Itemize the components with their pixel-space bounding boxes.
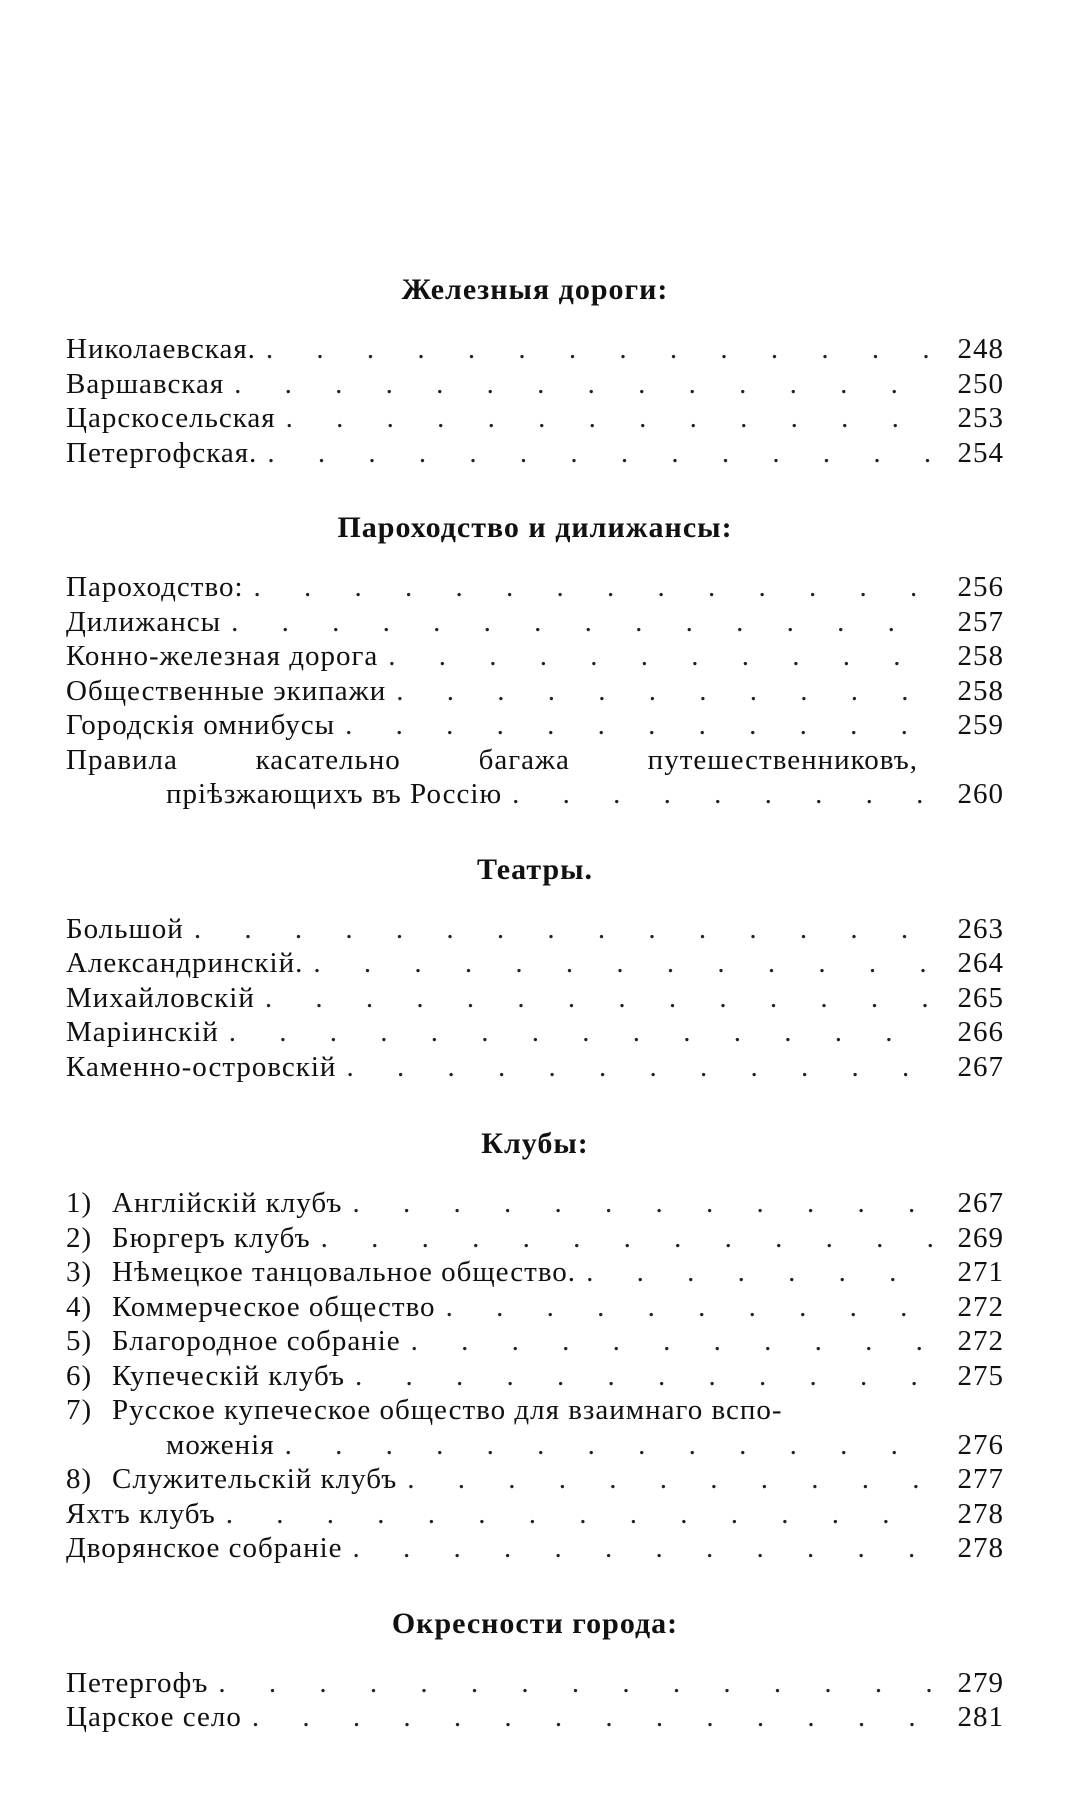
entry-page: 278 <box>957 1497 1004 1530</box>
entry-page: 260 <box>957 778 1004 810</box>
entry-page: 254 <box>957 436 1004 469</box>
toc-entry <box>66 570 1004 605</box>
section-clubs <box>66 1126 1004 1566</box>
toc-entry <box>66 1700 1004 1735</box>
dot-leader <box>216 1497 932 1532</box>
entry-page: 272 <box>957 1290 1004 1323</box>
dot-leader <box>342 1186 932 1221</box>
entry-page: 265 <box>957 981 1004 1014</box>
dot-leader <box>345 1359 932 1394</box>
entry-label: Варшавская <box>66 367 225 400</box>
dot-leader <box>397 1462 932 1497</box>
section-theatres <box>66 852 1004 1085</box>
entry-label: Александринскій. <box>66 947 304 979</box>
toc-entry <box>66 1462 1004 1497</box>
section-title: Клубы: <box>481 1127 589 1160</box>
entry-label-continuation: моженія <box>166 1428 275 1461</box>
dot-leader <box>242 1700 932 1735</box>
toc-entry <box>66 332 1004 367</box>
section-title: Железныя дороги: <box>401 273 669 306</box>
dot-leader <box>275 1428 932 1463</box>
entry-number: 8) <box>66 1463 93 1495</box>
dot-leader <box>311 1221 932 1256</box>
entry-page: 275 <box>957 1359 1004 1392</box>
entry-label: Конно-железная дорога <box>66 640 379 672</box>
toc-entry <box>66 1290 1004 1325</box>
toc-entry <box>66 1050 1004 1085</box>
entry-label: Дилижансы <box>66 605 222 638</box>
dot-leader <box>378 639 932 674</box>
entry-number: 2) <box>66 1221 93 1254</box>
entry-page: 258 <box>957 640 1004 672</box>
section-title: Пароходство и дилижансы: <box>337 511 733 544</box>
entry-page: 264 <box>957 947 1004 979</box>
dot-leader <box>436 1290 932 1325</box>
dot-leader <box>502 777 932 812</box>
entry-label: Русское купеческое общество для взаимнаго вспо- <box>112 1394 783 1426</box>
dot-leader <box>256 332 932 367</box>
dot-leader <box>184 912 932 947</box>
entry-label: Петергофская. <box>66 436 258 469</box>
dot-leader <box>386 674 932 709</box>
dot-leader <box>208 1666 932 1701</box>
toc-entry <box>66 981 1004 1016</box>
entry-page: 278 <box>957 1532 1004 1564</box>
entry-label-continuation: пріѣзжающихъ въ Россію <box>166 778 503 810</box>
entry-label: Бюргеръ клубъ <box>112 1221 311 1254</box>
entry-label: Пароходство: <box>66 571 244 603</box>
toc-entry <box>66 912 1004 947</box>
toc-entry <box>66 1531 1004 1566</box>
toc-entry <box>66 1186 1004 1221</box>
entry-page: 271 <box>957 1256 1004 1288</box>
section-title: Театры. <box>476 852 594 886</box>
toc-entry <box>66 946 1004 981</box>
dot-leader <box>343 1531 932 1566</box>
dot-leader <box>219 1015 932 1050</box>
entry-number: 3) <box>66 1256 93 1288</box>
toc-entry <box>66 708 1004 743</box>
entry-label: Маріинскій <box>66 1016 219 1048</box>
section-title: Окресности города: <box>391 1606 679 1640</box>
toc-entry <box>66 436 1004 471</box>
toc-entry <box>66 1666 1004 1701</box>
dot-leader <box>336 1050 932 1085</box>
entry-label: Большой <box>66 912 184 945</box>
entry-label: Дворянское собраніе <box>66 1532 343 1564</box>
toc-entry <box>66 1324 1004 1359</box>
entry-page: 250 <box>957 367 1004 400</box>
section-environs <box>66 1606 1004 1735</box>
entry-number: 5) <box>66 1325 93 1357</box>
entry-page: 267 <box>957 1050 1004 1083</box>
entry-page: 267 <box>957 1187 1004 1219</box>
entry-number: 6) <box>66 1359 93 1392</box>
entry-label: Англійскій клубъ <box>112 1187 343 1219</box>
toc-entry <box>66 1015 1004 1050</box>
toc-entry <box>66 674 1004 709</box>
dot-leader <box>224 367 932 402</box>
entry-page: 281 <box>957 1701 1004 1733</box>
entry-page: 258 <box>957 674 1004 707</box>
toc-entry-multiline <box>66 743 1004 812</box>
dot-leader <box>221 605 932 640</box>
entry-label: Царское село <box>66 1701 242 1733</box>
entry-page: 272 <box>957 1325 1004 1357</box>
dot-leader <box>244 570 932 605</box>
entry-label: Нѣмецкое танцовальное общество. <box>112 1256 577 1288</box>
entry-page: 257 <box>957 605 1004 638</box>
section-steamships <box>66 510 1004 812</box>
entry-number: 4) <box>66 1290 93 1323</box>
toc-entry <box>66 367 1004 402</box>
entry-page: 266 <box>957 1016 1004 1048</box>
entry-number: 1) <box>66 1187 93 1219</box>
table-of-contents <box>66 272 1004 1735</box>
entry-page: 269 <box>957 1221 1004 1254</box>
entry-label: Купеческій клубъ <box>112 1359 346 1392</box>
entry-label: Царскосельская <box>66 402 276 434</box>
toc-entry <box>66 1359 1004 1394</box>
entry-label: Общественные экипажи <box>66 674 387 707</box>
dot-leader <box>401 1324 932 1359</box>
entry-label: Яхтъ клубъ <box>66 1497 216 1530</box>
toc-entry <box>66 605 1004 640</box>
dot-leader <box>255 981 932 1016</box>
dot-leader <box>576 1255 932 1290</box>
toc-entry <box>66 1497 1004 1532</box>
entry-page: 259 <box>957 709 1004 741</box>
toc-entry <box>66 639 1004 674</box>
entry-page: 263 <box>957 912 1004 945</box>
dot-leader <box>335 708 932 743</box>
entry-page: 253 <box>957 402 1004 434</box>
entry-page: 277 <box>957 1463 1004 1495</box>
dot-leader <box>276 401 932 436</box>
entry-page: 256 <box>957 571 1004 603</box>
entry-page: 276 <box>957 1428 1004 1461</box>
entry-page: 279 <box>957 1666 1004 1699</box>
entry-label: Правила касательно багажа путешественниковъ, <box>66 743 918 776</box>
toc-entry-multiline <box>66 1393 1004 1462</box>
entry-label: Служительскій клубъ <box>112 1463 398 1495</box>
entry-label: Николаевская. <box>66 333 256 365</box>
dot-leader <box>303 946 932 981</box>
dot-leader <box>257 436 932 471</box>
toc-entry <box>66 1255 1004 1290</box>
entry-label: Каменно-островскій <box>66 1050 337 1083</box>
entry-page: 248 <box>957 333 1004 365</box>
toc-entry <box>66 1221 1004 1256</box>
entry-number: 7) <box>66 1394 93 1426</box>
entry-label: Благородное собраніе <box>112 1325 401 1357</box>
entry-label: Городскія омнибусы <box>66 709 336 741</box>
entry-label: Петергофъ <box>66 1666 209 1699</box>
section-railways <box>66 272 1004 470</box>
entry-label: Михайловскій <box>66 981 255 1014</box>
toc-entry <box>66 401 1004 436</box>
entry-label: Коммерческое общество <box>112 1290 436 1323</box>
